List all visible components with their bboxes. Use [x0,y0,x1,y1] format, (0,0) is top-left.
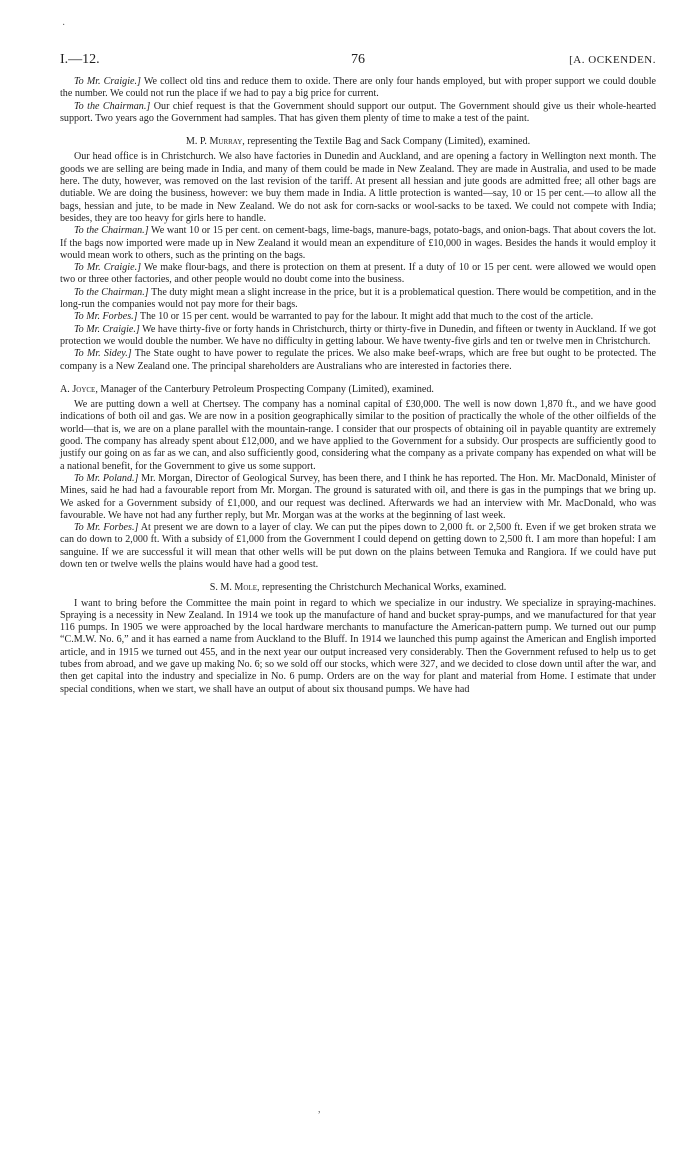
witness-description: , representing the Textile Bag and Sack Company (Limited), examined. [242,136,531,148]
paragraph-text: We want 10 or 15 per cent. on cement-bags, lime-bags, manure-bags, potato-bags, and onion-bags. That about covers the lot. If the bags now imported were made up in New Zealand it would mean an expenditure of £10,000 in wages. Besides the hands it would employ it would mean work to others, such as the printing on the bags. [60,225,656,261]
testimony-section [60,136,656,373]
paragraph-text: We collect old tins and reduce them to oxide. There are only four hands employed, but with proper support we could double the number. We could not run the place if we had to pay a big price for current. [60,76,656,100]
witness-heading [60,582,656,594]
paragraph [60,311,656,323]
witness-description: , Manager of the Canterbury Petroleum Prospecting Company (Limited), examined. [95,383,434,395]
paragraph [60,262,656,287]
witness-name: M. P. Murray [185,136,243,148]
speaker-label: To Mr. Poland.] [74,472,139,484]
paragraph-text: The duty might mean a slight increase in the price, but it is a problematical question. There would be competition, and in the long-run the companies would not pay more for their bags. [60,286,656,311]
paragraph-text: We have thirty-five or forty hands in Christchurch, thirty or thirty-five in Dunedin, and fifteen or twenty in Auckland. If we got protection we would double the number. We have no difficulty in getting labour. We have twenty-five girls and ten or twelve men in Christchurch. [60,323,657,347]
page-number: 76 [351,52,365,67]
running-head [60,52,656,68]
speaker-label: To Mr. Sidey.] [74,348,132,360]
paragraph [60,225,656,262]
speaker-label: To Mr. Craigie.] [74,76,141,87]
paragraph [60,76,656,101]
witness-description: , representing the Christchurch Mechanical Works, examined. [256,582,507,594]
paragraph [60,473,656,522]
speaker-label: To Mr. Forbes.] [74,311,138,323]
paragraph-text: Our head office is in Christchurch. We also have factories in Dunedin and Auckland, and are opening a factory in Wellington next month. The goods we are selling are being made in India, and many of them could be made in New Zealand. They are made in Australia, and used to be made here. The duty, however, was removed on the last revision of the tariff. At present all hessian and jute goods are admitted free; all other bags are dutiable. We are doing the business, however: we buy them made in India. A little protection is wanted—say, 10 or 15 per cent.—to allow all the bags, hessian and jute, to be made in New Zealand. We do not ask for corn-sacks or wool-sacks to be taxed. We could not compete with India; besides, they are too heavy for girls here to handle. [60,151,656,224]
paragraph-text: We make flour-bags, and there is protection on them at present. If a duty of 10 or 15 per cent. were allowed we would open two or three other factories, and other people would no doubt come into the business. [60,262,656,286]
paragraph-text: The 10 or 15 per cent. would be warranted to pay for the labour. It might add that much to the cost of the article. [137,311,594,323]
paragraph [60,101,656,126]
speaker-label: To the Chairman.] [74,286,149,298]
witness-heading [60,136,656,148]
paragraph [60,348,656,373]
witness-name: S. M. Mole [209,582,257,594]
speaker-label: To Mr. Forbes.] [74,522,139,534]
speaker-label: To the Chairman.] [74,100,151,112]
speaker-label: To the Chairman.] [74,225,149,237]
paragraph [60,598,656,696]
testimony-section [60,384,656,571]
intro-block [60,76,656,125]
paragraph [60,287,656,312]
report-reference: I.—12. [60,52,100,67]
paragraph [60,324,656,349]
witness-name: A. Joyce [60,383,96,395]
paragraph-text: We are putting down a well at Chertsey. The company has a nominal capital of £30,000. The well is now down 1,870 ft., and we have good indications of both oil and gas. We are now in a position geographically similar to the position of practically the whole of the other oilfields of the world—that is, we are on a plane parallel with the mountain-range. I consider that our prospects of obtaining oil in payable quantity are extremely good. The company has already spent about £12,000, and we have applied to the Government for a subsidy. Our prospects are sufficiently good to justify our going on as far as we can, and also sufficiently good, considering what the company as a private company has expended on what will be a national benefit, for the Government to give us some support. [60,399,656,472]
speaker-label: To Mr. Craigie.] [74,262,142,274]
witness-running-title: [A. OCKENDEN. [569,54,656,66]
paragraph [60,522,656,571]
paragraph-text: I want to bring before the Committee the main point in regard to which we specialize in our industry. We specialize in spraying-machines. Spraying is a necessity in New Zealand. In 1914 we took up the manufacture of hand and bucket spray-pumps, and we manufactured for that year 116 pumps. In 1905 we were approached by the local hardware merchants to manufacture the American-pattern pump. We turned out our pump “C.M.W. No. 6,” and it has earned a name from Auckland to the Bluff. In 1914 we launched this pump against the American and English imported article, and in 1915 we turned out 455, and in the next year our output increased very considerably. Then the Government refused to help us to get tubes from abroad, and we gave up making No. 6; so we sold off our stocks, which were 327, and we decided to close down until after the war, and then get capital into the industry and specialize in No. 6 pump. Orders are on the way for plant and material from Home. I estimate that under special conditions, when we start, we shall have an output of about six thousand pumps. We have had [60,597,656,695]
scan-speck: , [318,1104,321,1115]
speaker-label: To Mr. Craigie.] [74,323,140,335]
paragraph-text: Mr. Morgan, Director of Geological Survey, has been there, and I think he has reported. The Hon. Mr. MacDonald, Minister of Mines, said he had had a favourable report from Mr. Morgan. The ground is saturated with oil, and there is gas in the pumpings that we bring up. We asked for a Government subsidy of £1,000, and our request was declined. Afterwards we had an interview with Mr. MacDonald, who was favourable. We have not had any further reply, but Mr. Morgan was at the works at the beginning of last week. [60,472,656,521]
scan-speck: · [62,20,66,31]
paragraph-text: Our chief request is that the Government should support our output. The Government should give us their whole-hearted support. Two years ago the Government had samples. That has given them plenty of time to make a test of the paint. [60,100,656,124]
paragraph-text: The State ought to have power to regulate the prices. We also make beef-wraps, which are free but ought to be protected. The company is a New Zealand one. The principal shareholders are Australians who are interested in factories there. [60,348,656,372]
testimony-section [60,582,656,696]
paragraph [60,151,656,225]
paragraph-text: At present we are down to a layer of clay. We can put the pipes down to 2,000 ft. or 2,500 ft. Even if we get broken strata we can do down to 2,000 ft. With a subsidy of £1,000 from the Government I could depend on getting down to 2,500 ft. I am more than hopeful: I am sanguine. If we are successful it will mean that other wells will be put down on the plains between Temuka and Rangiora. If we could have put down ten or twelve wells the plains would have had a good test. [60,522,656,570]
witness-heading [60,384,656,396]
paragraph [60,399,656,473]
